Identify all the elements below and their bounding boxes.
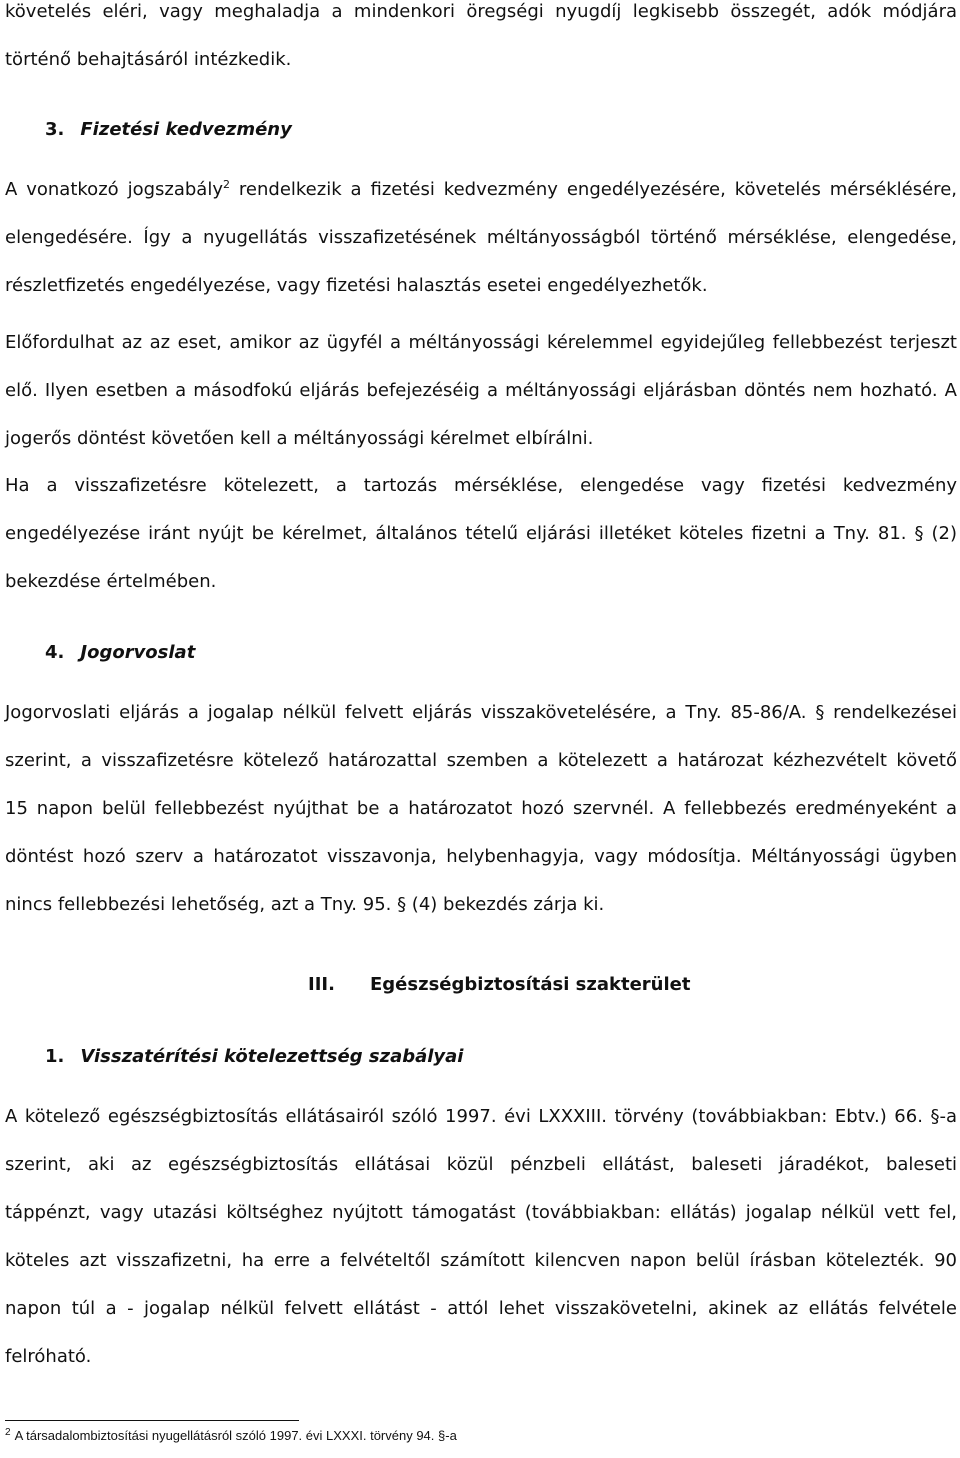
paragraph-line: 15 napon belül fellebbezést nyújthat be a határozatot hozó szervnél. A fellebbezés eredményeként a	[5, 798, 957, 819]
footnote-marker: 2	[222, 178, 230, 191]
fizetesi-kedvezmeny-paragraph	[5, 166, 957, 310]
paragraph-line: nincs fellebbezési lehetőség, azt a Tny. 95. § (4) bekezdés zárja ki.	[5, 894, 605, 915]
paragraph-line: részletfizetés engedélyezése, vagy fizetési halasztás esetei engedélyezhetők.	[5, 275, 708, 296]
paragraph-line: szerint, aki az egészségbiztosítás ellátásai közül pénzbeli ellátást, baleseti járadékot, baleseti	[5, 1154, 957, 1175]
jogorvoslat-paragraph	[5, 689, 957, 929]
section-title: Egészségbiztosítási szakterület	[370, 974, 691, 995]
paragraph-line: táppénzt, vagy utazási költséghez nyújtott támogatást (továbbiakban: ellátás) jogalap nélkül vett fel,	[5, 1202, 957, 1223]
section-number: 3.	[45, 119, 65, 140]
section-heading-3	[45, 118, 292, 142]
paragraph-line	[5, 166, 957, 214]
section-heading-4	[45, 641, 195, 665]
section-title: Fizetési kedvezmény	[80, 119, 292, 140]
footnote	[5, 1427, 457, 1445]
section-number: 1.	[45, 1046, 65, 1067]
section-heading-1	[45, 1045, 463, 1069]
paragraph-line: jogerős döntést követően kell a méltányossági kérelmet elbírálni.	[5, 428, 594, 449]
paragraph-line: Jogorvoslati eljárás a jogalap nélkül felvett eljárás visszakövetelésére, a Tny. 85-86/A. § rendelkezései	[5, 702, 957, 723]
section-heading-III	[308, 973, 690, 997]
intro-paragraph	[5, 0, 957, 84]
eloforulhat-paragraph	[5, 319, 957, 463]
paragraph-line: napon túl a - jogalap nélkül felvett ellátást - attól lehet visszakövetelni, akinek az ellátás felvétele	[5, 1298, 957, 1319]
section-number: 4.	[45, 642, 65, 663]
paragraph-line: szerint, a visszafizetésre kötelező határozattal szemben a kötelezett a határozat kézhezvételt követő	[5, 750, 957, 771]
paragraph-line: elő. Ilyen esetben a másodfokú eljárás befejezéséig a méltányossági eljárásban döntés nem hozható. A	[5, 380, 957, 401]
footnote-separator	[5, 1420, 299, 1421]
paragraph-line: A kötelező egészségbiztosítás ellátásairól szóló 1997. évi LXXXIII. törvény (továbbiakban: Ebtv.) 66. §-a	[5, 1106, 957, 1127]
paragraph-line: köteles azt visszafizetni, ha erre a felvételtől számított kilencven napon belül írásban kötelezték. 90	[5, 1250, 957, 1271]
visszateritesi-paragraph	[5, 1093, 957, 1381]
footnote-marker: 2	[5, 1426, 11, 1438]
footnote-text: A társadalombiztosítási nyugellátásról szóló 1997. évi LXXXI. törvény 94. §-a	[14, 1428, 457, 1443]
paragraph-text: rendelkezik a fizetési kedvezmény engedélyezésére, követelés mérséklésére,	[229, 179, 957, 200]
paragraph-line: Ha a visszafizetésre kötelezett, a tartozás mérséklése, elengedése vagy fizetési kedvezmény	[5, 475, 957, 496]
paragraph-line: Előfordulhat az az eset, amikor az ügyfél a méltányossági kérelemmel egyidejűleg fellebbezést terjeszt	[5, 332, 957, 353]
paragraph-line: elengedésére. Így a nyugellátás visszafizetésének méltányosságból történő mérséklése, elengedése,	[5, 227, 957, 248]
paragraph-line: bekezdése értelmében.	[5, 571, 217, 592]
paragraph-line: történő behajtásáról intézkedik.	[5, 49, 292, 70]
paragraph-text: A vonatkozó jogszabály	[5, 179, 223, 200]
paragraph-line: engedélyezése iránt nyújt be kérelmet, általános tételű eljárási illetéket köteles fizetni a Tny. 81. § (2)	[5, 523, 957, 544]
section-number: III.	[308, 974, 335, 995]
paragraph-line: döntést hozó szerv a határozatot visszavonja, helybenhagyja, vagy módosítja. Méltányossági ügyben	[5, 846, 957, 867]
paragraph-line: követelés eléri, vagy meghaladja a mindenkori öregségi nyugdíj legkisebb összegét, adók módjára	[5, 1, 957, 22]
section-title: Visszatérítési kötelezettség szabályai	[80, 1046, 464, 1067]
section-title: Jogorvoslat	[80, 642, 196, 663]
paragraph-line: felróható.	[5, 1346, 92, 1367]
ha-visszafizetesre-paragraph	[5, 462, 957, 606]
